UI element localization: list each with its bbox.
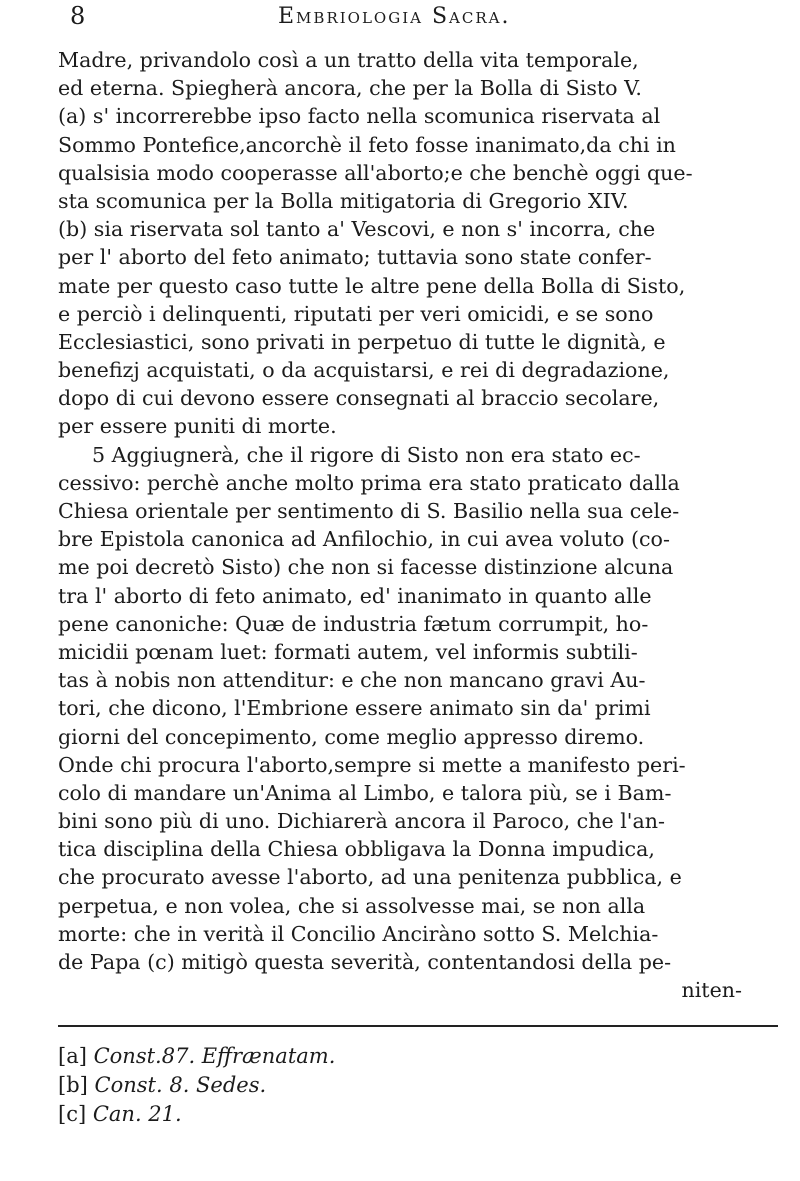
text-line: tica disciplina della Chiesa obbligava la Donna impudica, <box>58 837 655 862</box>
text-line: per l' aborto del feto animato; tuttavia sono state confer- <box>58 245 652 270</box>
text-line: perpetua, e non volea, che si assolvesse mai, se non alla <box>58 893 646 918</box>
running-head: Embriologia Sacra. <box>278 4 511 29</box>
text-line: (b) sia riservata sol tanto a' Vescovi, e non s' incorra, che <box>58 217 656 242</box>
text-line: morte: che in verità il Concilio Anciràno sotto S. Melchia- <box>58 921 659 946</box>
footnote-divider <box>58 1025 778 1027</box>
text-line: benefizj acquistati, o da acquistarsi, e rei di degradazione, <box>58 358 670 383</box>
page-number: 8 <box>70 2 86 30</box>
text-line: che procurato avesse l'aborto, ad una penitenza pubblica, e <box>58 865 682 890</box>
footnote-mark: [c] <box>58 1102 87 1126</box>
text-line: colo di mandare un'Anima al Limbo, e talora più, se i Bam- <box>58 780 672 805</box>
footnote-mark: [b] <box>58 1073 88 1097</box>
page-header <box>58 2 760 42</box>
text-line: micidii pœnam luet: formati autem, vel informis subtili- <box>58 639 638 664</box>
body-text <box>58 46 780 1004</box>
catchword: niten- <box>681 978 742 1003</box>
footnote-b <box>58 1071 335 1100</box>
paragraph-start-line: 5 Aggiugnerà, che il rigore di Sisto non era stato ec- <box>92 442 641 467</box>
text-line: ed eterna. Spiegherà ancora, che per la Bolla di Sisto V. <box>58 76 642 101</box>
text-line: Chiesa orientale per sentimento di S. Basilio nella sua cele- <box>58 499 680 523</box>
text-line: (a) s' incorrerebbe ipso facto nella scomunica riservata al <box>58 104 661 129</box>
text-line: Madre, privandolo così a un tratto della vita temporale, <box>58 48 639 72</box>
footnotes <box>58 1042 335 1129</box>
text-line: sta scomunica per la Bolla mitigatoria di Gregorio XIV. <box>58 188 629 213</box>
footnote-mark: [a] <box>58 1044 87 1068</box>
text-line: cessivo: perchè anche molto prima era stato praticato dalla <box>58 470 680 495</box>
footnote-a <box>58 1042 335 1071</box>
text-line: e perciò i delinquenti, riputati per veri omicidi, e se sono <box>58 301 654 326</box>
text-line: me poi decretò Sisto) che non si facesse distinzione alcuna <box>58 555 674 580</box>
text-line: bre Epistola canonica ad Anfilochio, in cui avea voluto (co- <box>58 527 670 552</box>
footnote-text: Const. 8. Sedes. <box>94 1073 267 1097</box>
text-line: tra l' aborto di feto animato, ed' inanimato in quanto alle <box>58 583 652 608</box>
footnote-text: Can. 21. <box>92 1102 182 1126</box>
text-line: per essere puniti di morte. <box>58 414 337 439</box>
footnote-text: Const.87. Effrænatam. <box>93 1044 336 1068</box>
text-line: de Papa (c) mitigò questa severità, contentandosi della pe- <box>58 950 672 974</box>
text-line: bini sono più di uno. Dichiarerà ancora il Paroco, che l'an- <box>58 809 665 834</box>
text-line: qualsisia modo cooperasse all'aborto;e che benchè oggi que- <box>58 160 693 185</box>
text-line: mate per questo caso tutte le altre pene della Bolla di Sisto, <box>58 273 686 298</box>
text-line: giorni del concepimento, come meglio appresso diremo. <box>58 724 645 749</box>
text-line: pene canoniche: Quæ de industria fætum corrumpit, ho- <box>58 611 649 636</box>
text-line: dopo di cui devono essere consegnati al braccio secolare, <box>58 386 660 411</box>
footnote-c <box>58 1100 335 1129</box>
text-line: tori, che dicono, l'Embrione essere animato sin da' primi <box>58 696 651 721</box>
text-line: Sommo Pontefice,ancorchè il feto fosse inanimato,da chi in <box>58 132 676 157</box>
text-line: tas à nobis non attenditur: e che non mancano gravi Au- <box>58 668 646 693</box>
text-line: Onde chi procura l'aborto,sempre si mette a manifesto peri- <box>58 752 686 777</box>
text-line: Ecclesiastici, sono privati in perpetuo di tutte le dignità, e <box>58 329 666 354</box>
